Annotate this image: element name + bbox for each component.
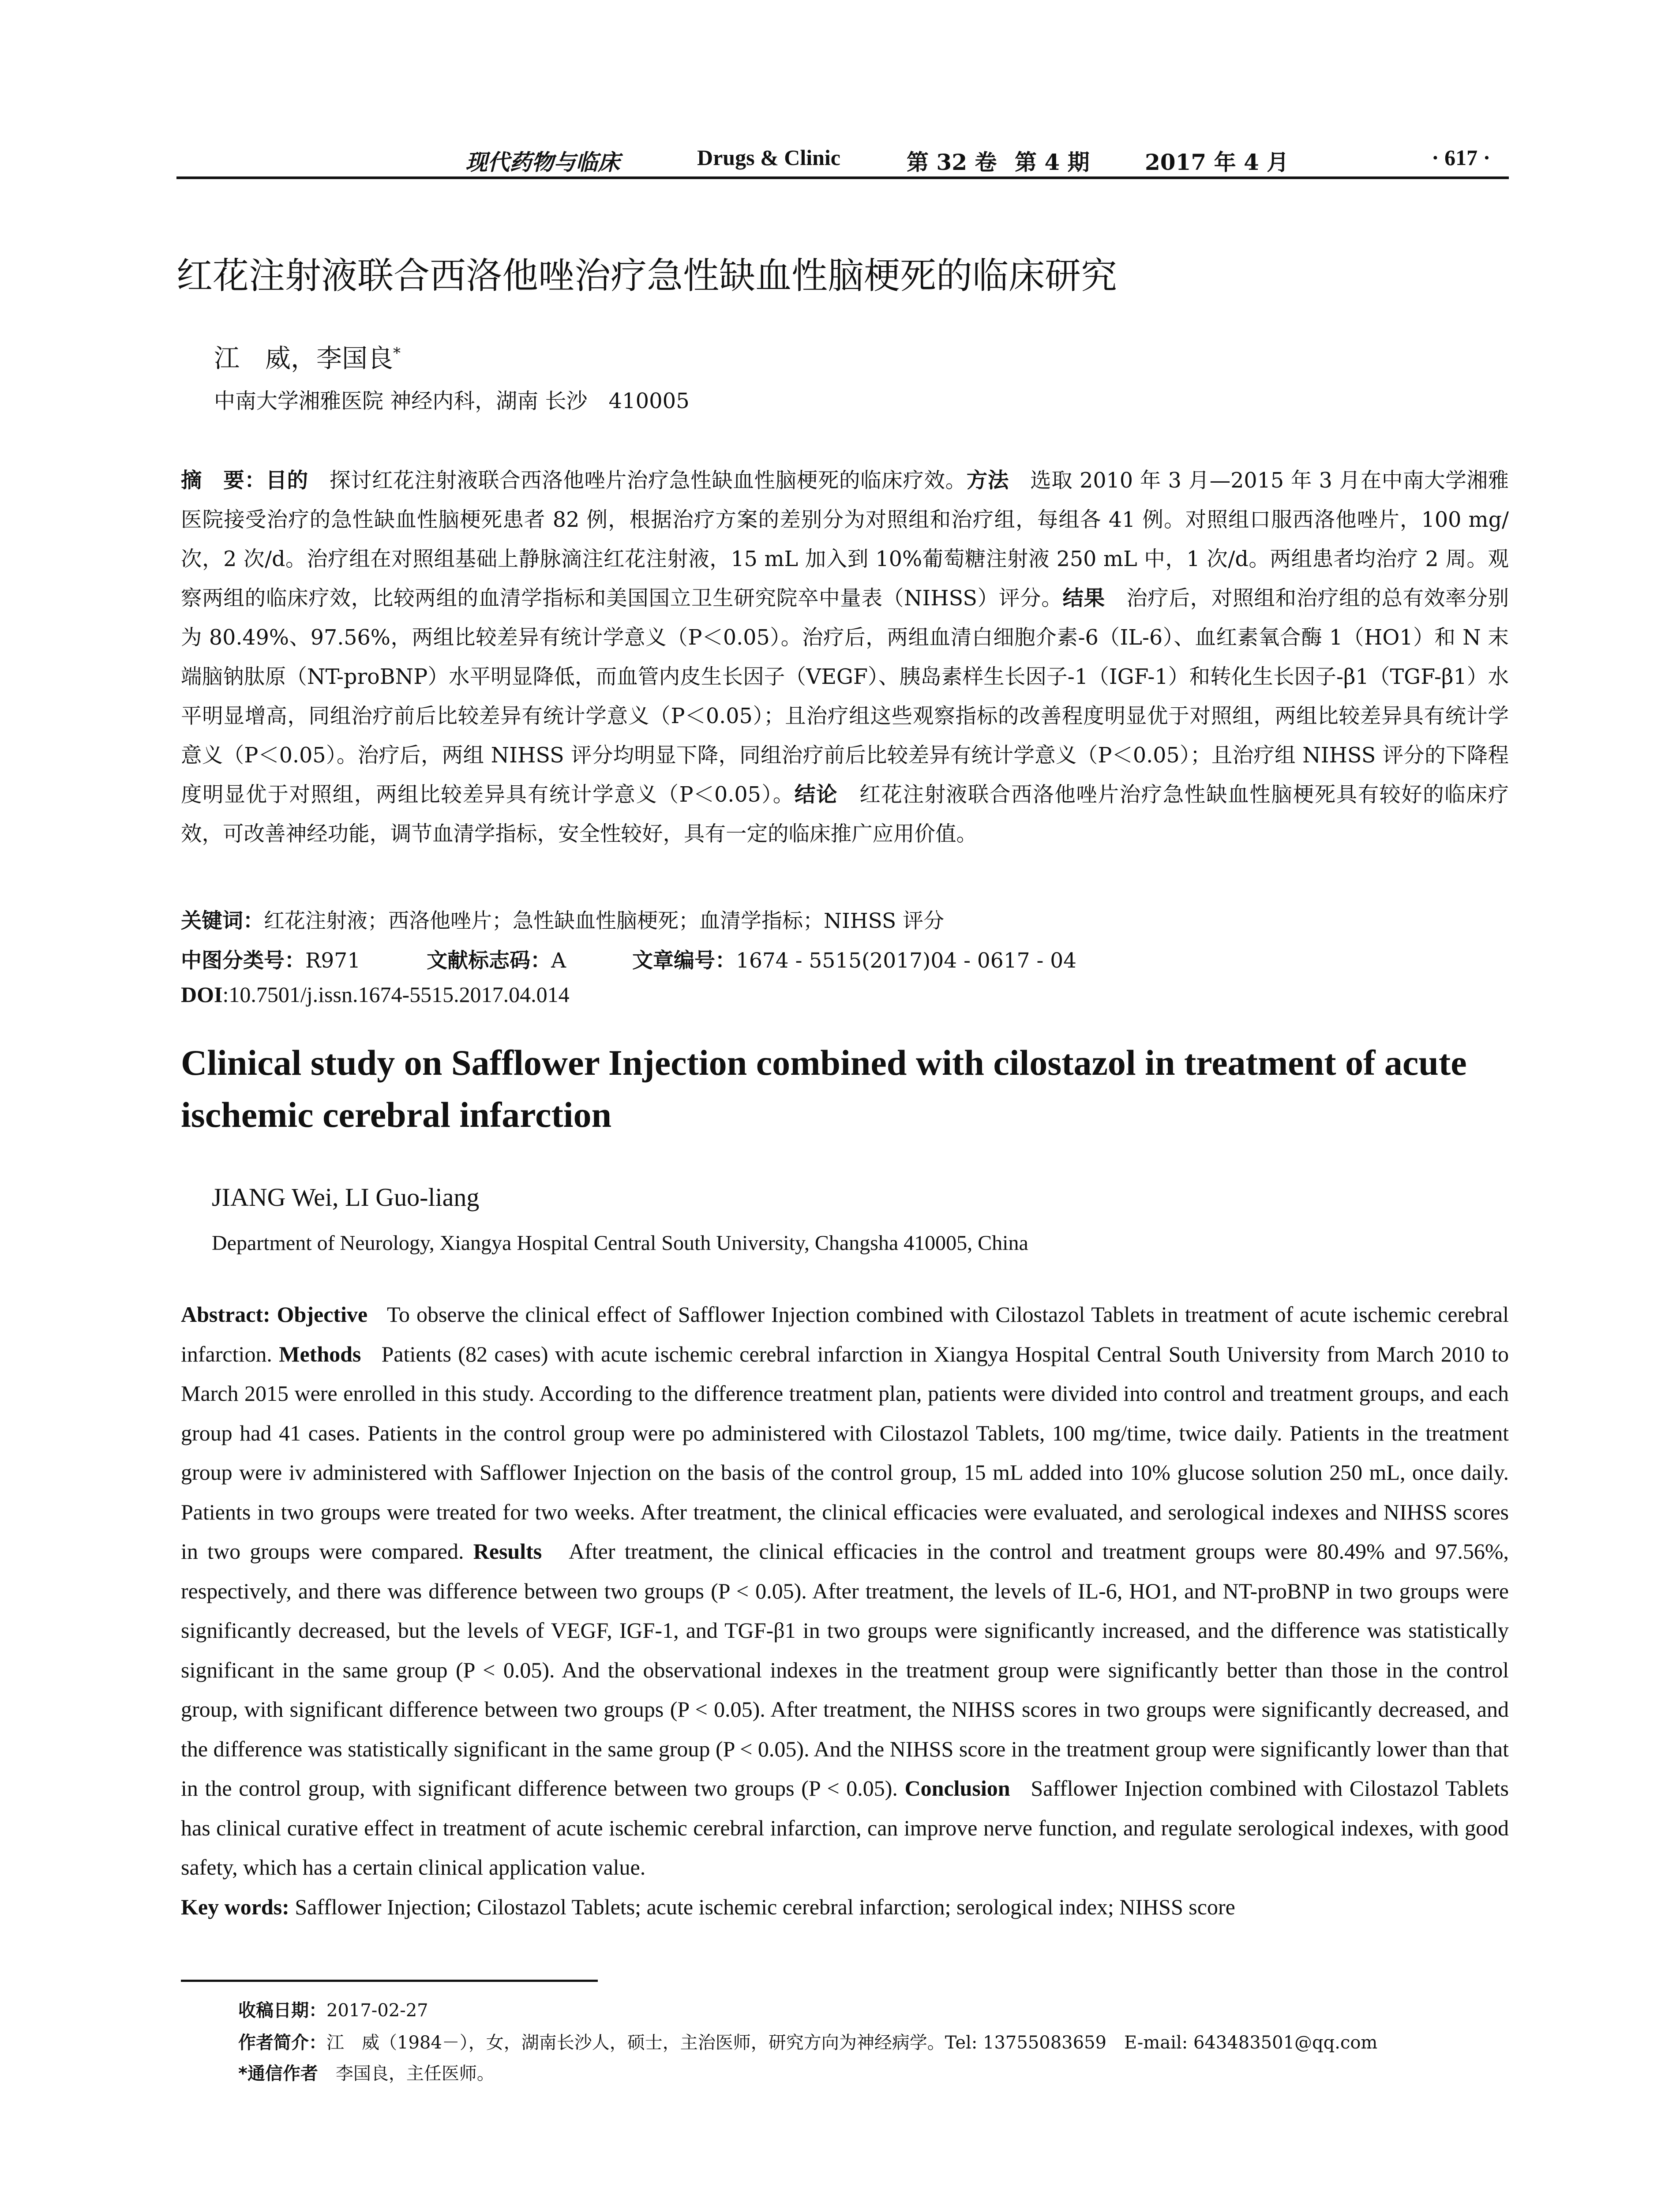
classification-line: [181, 944, 1076, 974]
doc-code-value: A: [551, 949, 566, 973]
footnote-received: [238, 1996, 428, 2022]
clc-label: 中图分类号：: [181, 949, 305, 973]
clc-value: R971: [305, 949, 361, 973]
volume: 第 32 卷: [907, 149, 997, 175]
affiliation-cn: 中南大学湘雅医院 神经内科，湖南 长沙 410005: [214, 389, 690, 413]
authors-en: JIANG Wei, LI Guo-liang: [212, 1183, 480, 1212]
article-number-value: 1674 - 5515(2017)04 - 0617 - 04: [736, 949, 1077, 973]
corresponding-label: *通信作者: [238, 2063, 318, 2084]
running-header: [176, 140, 1509, 176]
article-number-label: 文章编号：: [632, 949, 736, 973]
issue-date: 2017 年 4 月: [1145, 149, 1289, 175]
doc-code-label: 文献标志码：: [427, 949, 551, 973]
objective-text-en: To observe the clinical effect of Safflower Injection combined with Cilostazol Tablets in treatment of acute ischemic cerebral infarction.: [181, 1302, 1509, 1366]
issue: 第 4 期: [1015, 149, 1090, 175]
methods-text-en: Patients (82 cases) with acute ischemic cerebral infarction in Xiangya Hospital Central South University from March 2010 to March 2015 were enrolled in this study. According to the difference treatment plan, patients were divided into control and treatment groups, and each group had 41 cases. Patients in the control group were po administered with Cilostazol Tablets, 100 mg/time, twice daily. Patients in the treatment group were iv administered with Safflower Injection on the basis of the control group, 15 mL added into 10% glucose solution 250 mL, once daily. Patients in two groups were treated for two weeks. After treatment, the clinical efficacies were evaluated, and serological indexes and NIHSS scores in two groups were compared.: [181, 1341, 1509, 1564]
author-names-cn: 江 威，李国良: [214, 343, 394, 373]
corresponding-mark: *: [393, 344, 401, 362]
footnote-corresponding: [238, 2060, 495, 2085]
footnote-author: [238, 2029, 1377, 2054]
header-rule: [176, 176, 1509, 179]
objective-label-cn: 目的: [266, 469, 308, 493]
results-text-en: After treatment, the clinical efficacies in the control and treatment groups were 80.49% and 97.56%, respectively, and there was difference between two groups (P < 0.05). After treatment, the levels of IL-6, HO1, and NT-proBNP in two groups were significantly decreased, but the levels of VEGF, IGF-1, and TGF-β1 in two groups were significantly increased, and the difference was statistically significant in the same group (P < 0.05). And the observational indexes in the treatment group were significantly better than those in the control group, with significant difference between two groups (P < 0.05). After treatment, the NIHSS scores in two groups were significantly decreased, and the difference was statistically significant in the same group (P < 0.05). And the NIHSS score in the treatment group were significantly lower than that in the control group, with significant difference between two groups (P < 0.05).: [181, 1539, 1509, 1801]
results-label-cn: 结果: [1062, 586, 1105, 611]
doi-line: [181, 982, 570, 1007]
objective-text-cn: 探讨红花注射液联合西洛他唑片治疗急性缺血性脑梗死的临床疗效。: [308, 469, 967, 493]
keywords-label-cn: 关键词：: [181, 909, 264, 933]
conclusion-label-cn: 结论: [794, 783, 838, 807]
objective-label-en: Objective: [277, 1302, 368, 1327]
doi-label: DOI: [181, 982, 223, 1007]
abstract-label-en: Abstract:: [181, 1302, 270, 1327]
page-number: · 617 ·: [1432, 145, 1491, 170]
keywords-cn: [181, 904, 944, 934]
results-text-cn: 治疗后，对照组和治疗组的总有效率分别为 80.49%、97.56%，两组比较差异有统计学意义（P＜0.05）。治疗后，两组血清白细胞介素-6（IL-6）、血红素氧合酶 1（HO1）和 N 末端脑钠肽原（NT-proBNP）水平明显降低，而血管内皮生长因子（VEGF）、胰岛素样生长因子-1（IGF-1）和转化生长因子-β1（TGF-β1）水平明显增高，同组治疗前后比较差异有统计学意义（P＜0.05）；且治疗组这些观察指标的改善程度明显优于对照组，两组比较差异具有统计学意义（P＜0.05）。治疗后，两组 NIHSS 评分均明显下降，同组治疗前后比较差异有统计学意义（P＜0.05）；且治疗组 NIHSS 评分的下降程度明显优于对照组，两组比较差异具有统计学意义（P＜0.05）。: [181, 586, 1509, 807]
author-bio-label: 作者简介：: [238, 2033, 326, 2053]
keywords-text-en: Safflower Injection; Cilostazol Tablets; acute ischemic cerebral infarction; serological index; NIHSS score: [295, 1894, 1235, 1919]
abstract-label-cn: 摘 要：: [181, 469, 266, 493]
conclusion-label-en: Conclusion: [904, 1776, 1010, 1801]
author-bio: 江 威（1984－），女，湖南长沙人，硕士，主治医师，研究方向为神经病学。Tel: 13755083659 E-mail: 643483501@qq.com: [326, 2033, 1378, 2053]
corresponding-author: 李国良，主任医师。: [318, 2063, 495, 2084]
keywords-text-cn: 红花注射液；西洛他唑片；急性缺血性脑梗死；血清学指标；NIHSS 评分: [264, 909, 945, 933]
affiliation-en: Department of Neurology, Xiangya Hospital Central South University, Changsha 410005, China: [212, 1231, 1028, 1255]
doi-value: :10.7501/j.issn.1674-5515.2017.04.014: [222, 982, 570, 1007]
methods-text-cn: 选取 2010 年 3 月—2015 年 3 月在中南大学湘雅医院接受治疗的急性缺血性脑梗死患者 82 例，根据治疗方案的差别分为对照组和治疗组，每组各 41 例。对照组口服西洛他唑片，100 mg/次，2 次/d。治疗组在对照组基础上静脉滴注红花注射液，15 mL 加入到 10%葡萄糖注射液 250 mL 中，1 次/d。两组患者均治疗 2 周。观察两组的临床疗效，比较两组的血清学指标和美国国立卫生研究院卒中量表（NIHSS）评分。: [181, 469, 1509, 611]
methods-label-en: Methods: [279, 1341, 361, 1366]
journal-name-cn: 现代药物与临床: [465, 149, 620, 175]
abstract-cn: [181, 461, 1509, 854]
results-label-en: Results: [473, 1539, 542, 1564]
received-date: 2017-02-27: [326, 2000, 428, 2021]
article-title-en: Clinical study on Safflower Injection combined with cilostazol in treatment of acute ischemic cerebral infarction: [181, 1043, 1467, 1135]
authors-cn: [214, 338, 401, 375]
conclusion-text-en: Safflower Injection combined with Cilostazol Tablets has clinical curative effect in treatment of acute ischemic cerebral infarction, can improve nerve function, and regulate serological indexes, with good safety, which has a certain clinical application value.: [181, 1776, 1509, 1880]
abstract-en: [181, 1295, 1509, 1927]
methods-label-cn: 方法: [966, 469, 1009, 493]
keywords-label-en: Key words:: [181, 1894, 289, 1919]
conclusion-text-cn: 红花注射液联合西洛他唑片治疗急性缺血性脑梗死具有较好的临床疗效，可改善神经功能，调节血清学指标，安全性较好，具有一定的临床推广应用价值。: [181, 783, 1509, 846]
received-label: 收稿日期：: [238, 2000, 326, 2021]
article-title-cn: 红花注射液联合西洛他唑治疗急性缺血性脑梗死的临床研究: [176, 255, 1118, 297]
journal-name-en: Drugs & Clinic: [697, 145, 840, 170]
footnote-rule: [181, 1980, 598, 1982]
